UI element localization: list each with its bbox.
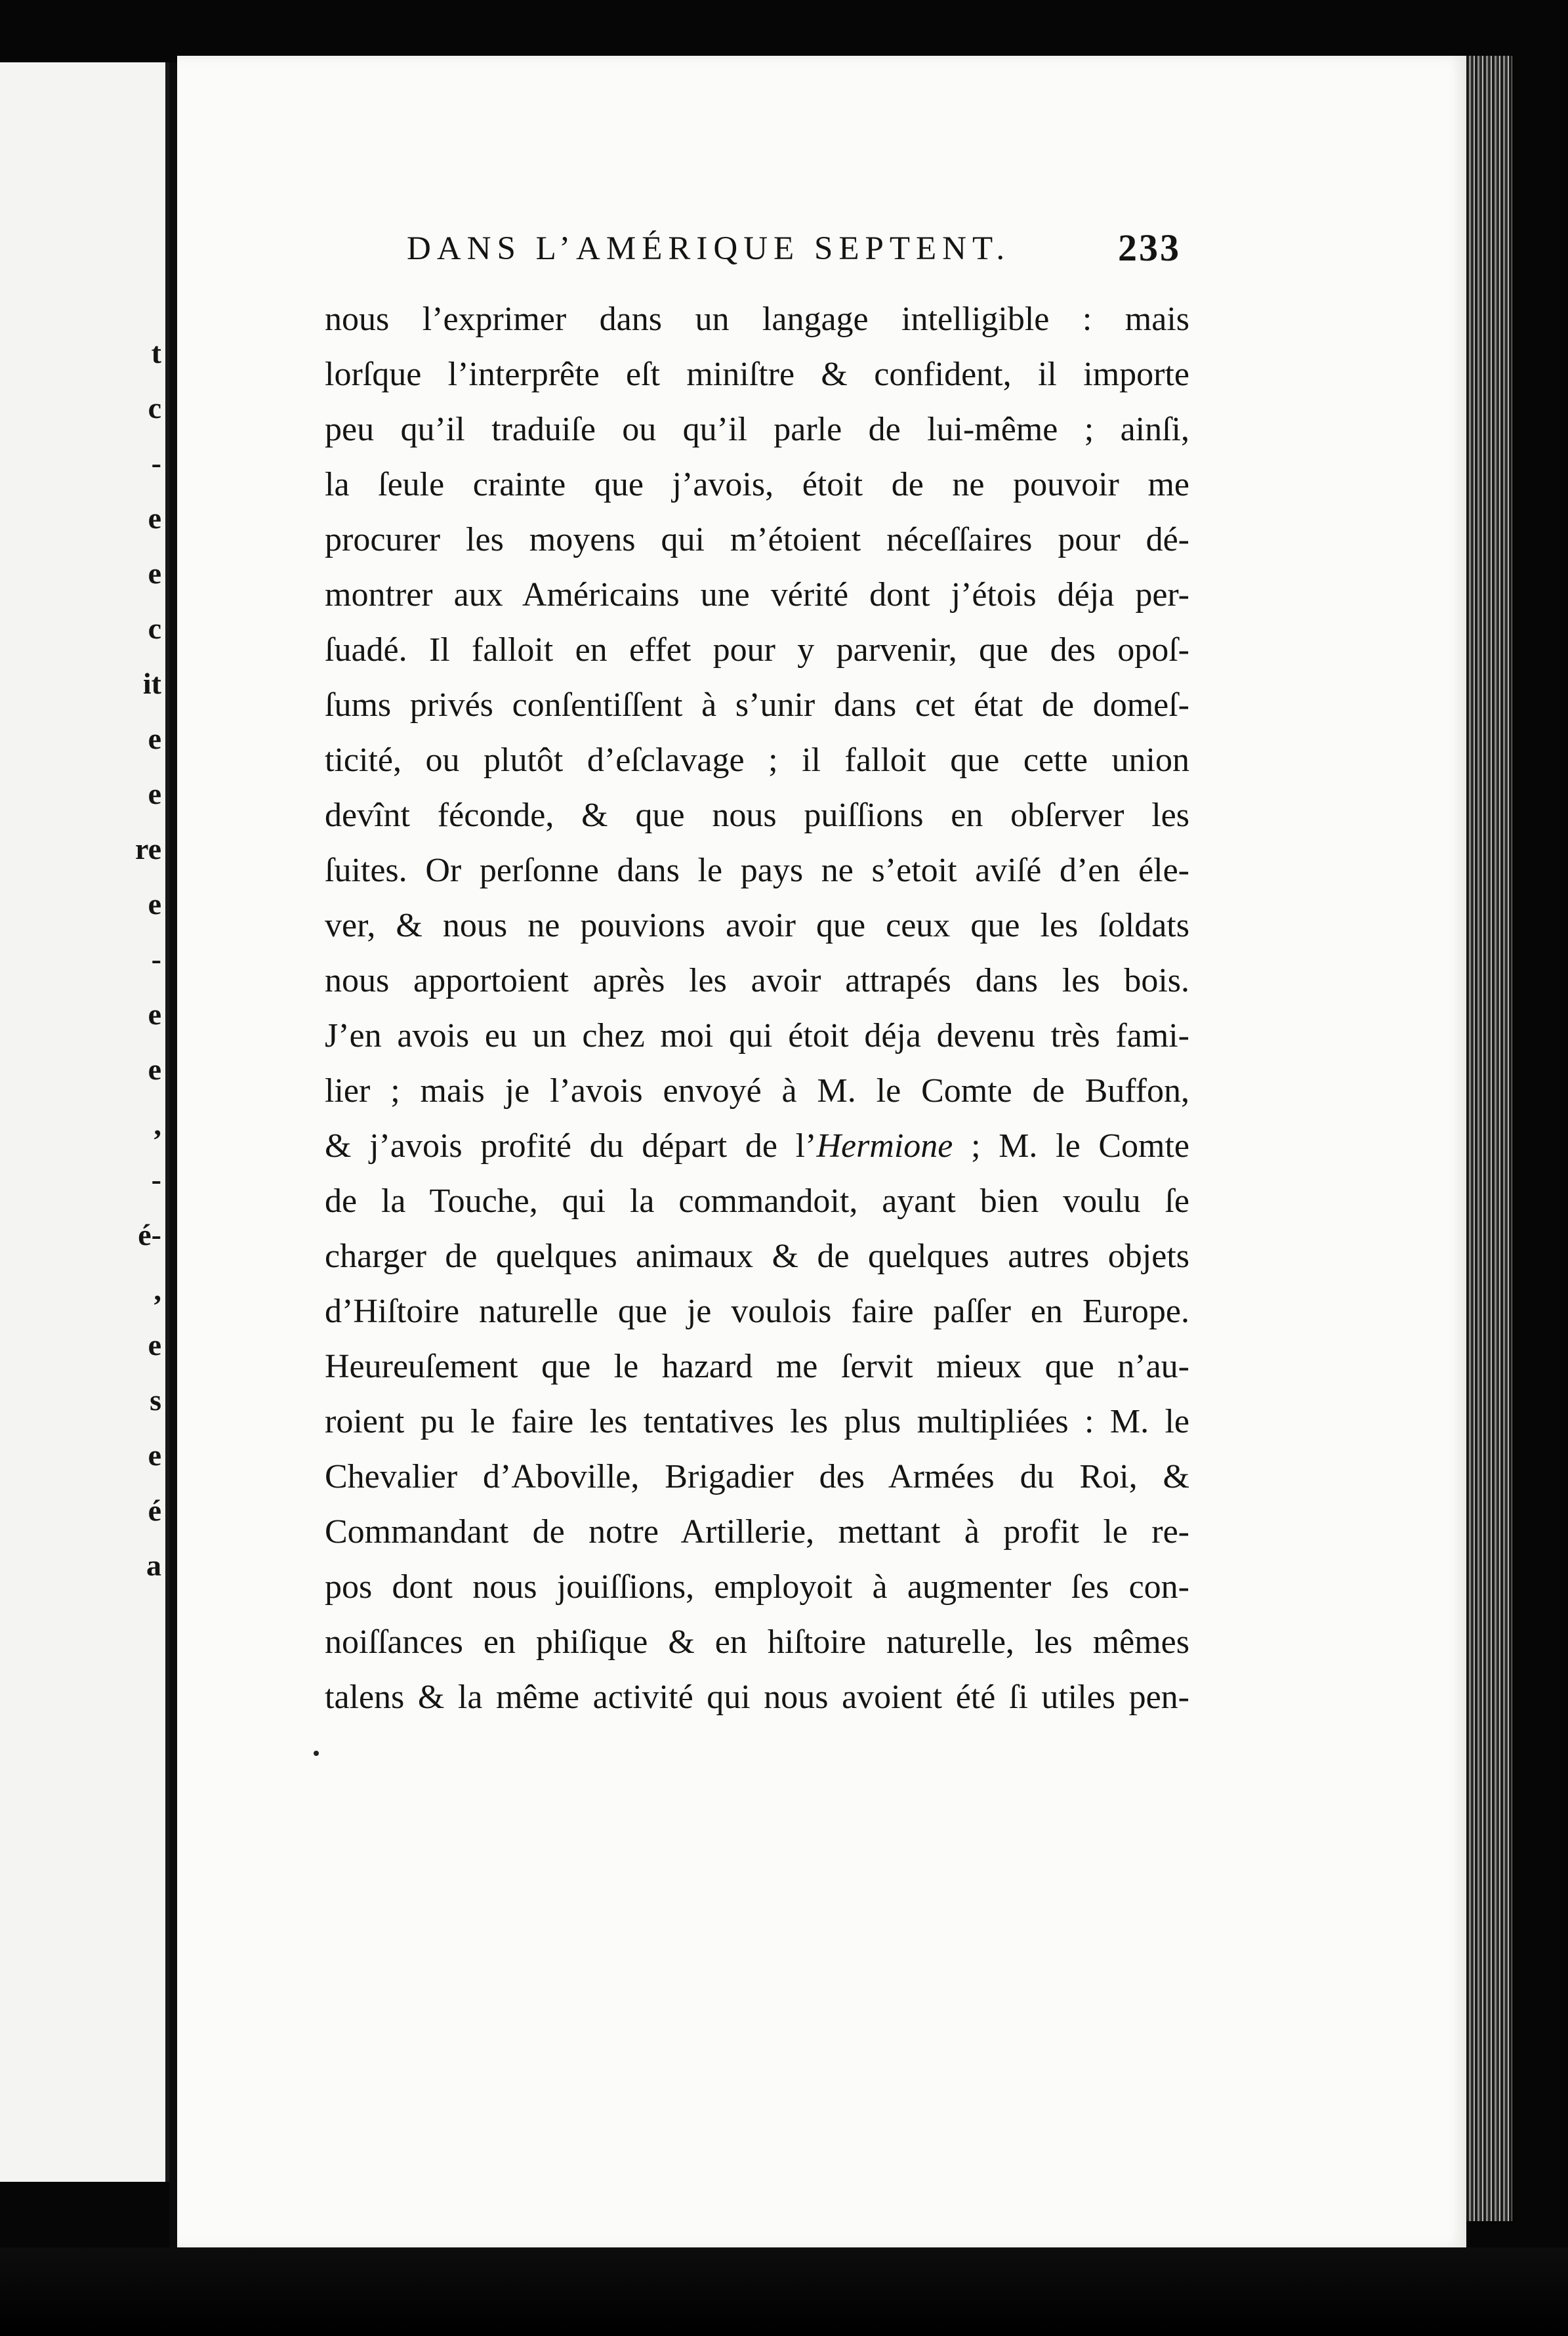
edge-letter: - xyxy=(151,446,161,480)
text-line: ver, & nous ne pouvions avoir que ceux que les ſoldats xyxy=(325,907,1189,944)
edge-letter: e xyxy=(148,777,161,810)
text-line: peu qu’il traduiſe ou qu’il parle de lui-même ; ainſi, xyxy=(325,411,1189,448)
text-line: talens & la même activité qui nous avoient été ſi utiles pen- xyxy=(325,1679,1189,1716)
scan-bottom-border xyxy=(0,2247,1568,2336)
page-header xyxy=(407,226,1181,282)
edge-letter: , xyxy=(154,1108,161,1141)
edge-letter: - xyxy=(151,942,161,976)
text-line: procurer les moyens qui m’étoient néceſſaires pour dé- xyxy=(325,521,1189,558)
page-number: 233 xyxy=(1118,226,1181,269)
text-line: d’Hiſtoire naturelle que je voulois faire paſſer en Europe. xyxy=(325,1293,1189,1330)
edge-letter: e xyxy=(148,887,161,921)
edge-letter: é- xyxy=(138,1218,161,1251)
edge-letter: é xyxy=(148,1493,161,1527)
text-line: ſuadé. Il falloit en effet pour y parvenir, que des opoſ- xyxy=(325,631,1189,669)
ink-speck xyxy=(314,1751,319,1756)
edge-letter: e xyxy=(148,501,161,535)
text-line: Chevalier d’Aboville, Brigadier des Armées du Roi, & xyxy=(325,1458,1189,1495)
previous-page-edge xyxy=(0,62,169,2182)
edge-letter: e xyxy=(148,1053,161,1086)
text-segment: & j’avois profité du départ de l’ xyxy=(325,1127,817,1165)
text-line: lorſque l’interprête eſt miniſtre & confident, il importe xyxy=(325,356,1189,393)
text-line: nous apportoient après les avoir attrapés dans les bois. xyxy=(325,962,1189,999)
edge-letter: t xyxy=(151,336,161,369)
text-line: ticité, ou plutôt d’eſclavage ; il falloit que cette union xyxy=(325,741,1189,779)
text-line: nous l’exprimer dans un langage intelligible : mais xyxy=(325,301,1189,338)
text-line: de la Touche, qui la commandoit, ayant bien voulu ſe xyxy=(325,1182,1189,1220)
ship-name: Hermione xyxy=(816,1127,953,1165)
text-line: ſums privés conſentiſſent à s’unir dans cet état de domeſ- xyxy=(325,686,1189,724)
text-line: J’en avois eu un chez moi qui étoit déja devenu très fami- xyxy=(325,1017,1189,1054)
edge-letter: c xyxy=(148,391,161,425)
text-line: noiſſances en phiſique & en hiſtoire naturelle, les mêmes xyxy=(325,1623,1189,1661)
text-line: roient pu le faire les tentatives les plus multipliées : M. le xyxy=(325,1403,1189,1440)
edge-letter: e xyxy=(148,556,161,590)
text-line: Heureuſement que le hazard me ſervit mieux que n’au- xyxy=(325,1348,1189,1385)
text-line: montrer aux Américains une vérité dont j’étois déja per- xyxy=(325,576,1189,614)
edge-letter: , xyxy=(154,1273,161,1306)
edge-letter: - xyxy=(151,1163,161,1196)
edge-letter: e xyxy=(148,997,161,1031)
text-line: charger de quelques animaux & de quelques autres objets xyxy=(325,1238,1189,1275)
text-line: pos dont nous jouiſſions, employoit à augmenter ſes con- xyxy=(325,1568,1189,1606)
text-segment: ; M. le Comte xyxy=(953,1127,1189,1165)
edge-letter: c xyxy=(148,612,161,645)
text-line-with-ship-name xyxy=(325,1119,1189,1174)
edge-letter: e xyxy=(148,1328,161,1362)
text-line: devînt féconde, & que nous puiſſions en obſerver les xyxy=(325,797,1189,834)
text-line: la ſeule crainte que j’avois, étoit de ne pouvoir me xyxy=(325,466,1189,503)
edge-letter: s xyxy=(150,1383,161,1417)
edge-letter: re xyxy=(134,832,161,866)
edge-letter: it xyxy=(142,667,161,700)
page-stack-edge xyxy=(1466,56,1512,2221)
text-line: Commandant de notre Artillerie, mettant à profit le re- xyxy=(325,1513,1189,1551)
body-text xyxy=(325,292,1189,1725)
text-line: lier ; mais je l’avois envoyé à M. le Comte de Buffon, xyxy=(325,1072,1189,1110)
running-head: DANS L’AMÉRIQUE SEPTENT. xyxy=(407,230,1011,267)
edge-letter: e xyxy=(148,1438,161,1472)
edge-letter: a xyxy=(146,1549,161,1582)
text-line: ſuites. Or perſonne dans le pays ne s’etoit aviſé d’en éle- xyxy=(325,852,1189,889)
edge-letter: e xyxy=(148,722,161,755)
